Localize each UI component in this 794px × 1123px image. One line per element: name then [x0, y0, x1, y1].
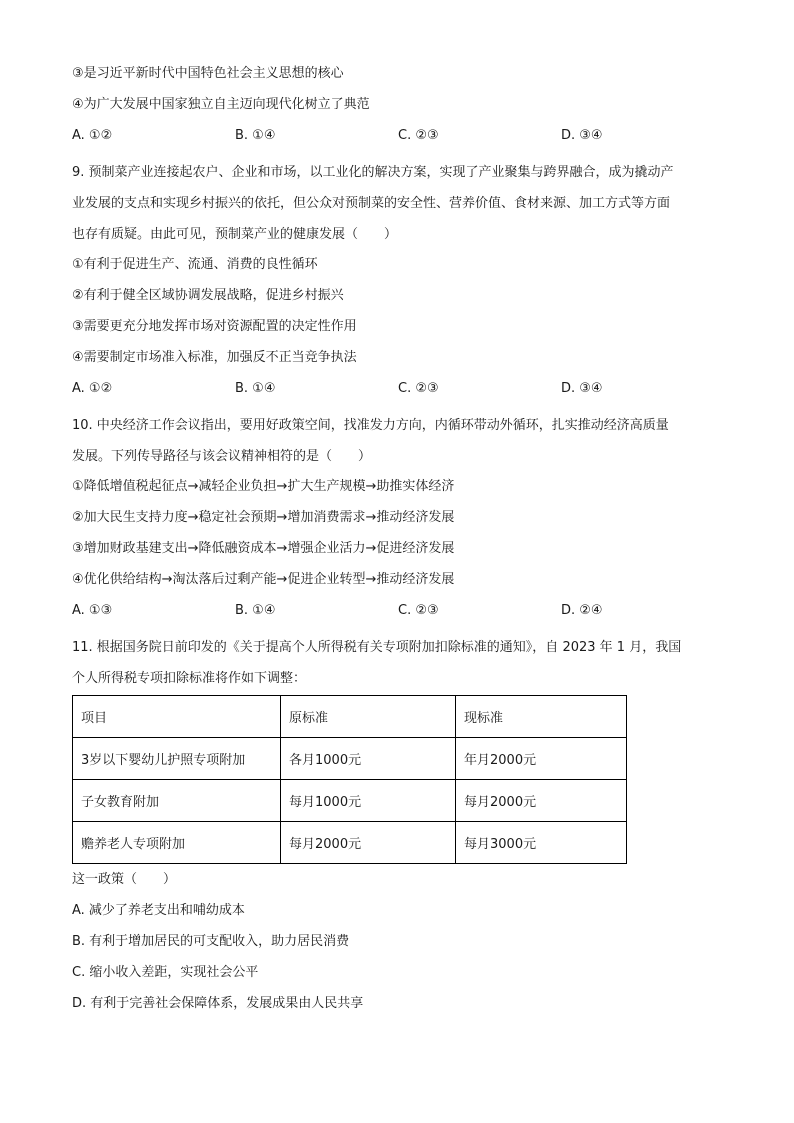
q9-option-c: C. ②③ — [398, 381, 439, 396]
q9-options — [72, 379, 794, 399]
deduction-standard-table — [72, 695, 627, 864]
q10-item-3: ③增加财政基建支出→降低融资成本→增强企业活力→促进经济发展 — [72, 541, 455, 556]
table-cell: 赡养老人专项附加 — [73, 822, 281, 864]
table-header-cell: 原标准 — [281, 696, 456, 738]
q10-stem — [72, 410, 722, 472]
table-cell: 年月2000元 — [456, 738, 627, 780]
q9-stem-line-2: 业发展的支点和实现乡村振兴的依托，但公众对预制菜的安全性、营养价值、食材来源、加工方式等方面 — [72, 196, 671, 211]
q9-item-3: ③需要更充分地发挥市场对资源配置的决定性作用 — [72, 319, 357, 334]
q9-item-2: ②有利于健全区域协调发展战略，促进乡村振兴 — [72, 288, 344, 303]
q9-stem — [72, 157, 722, 250]
table-row — [73, 738, 627, 780]
table-cell: 3岁以下婴幼儿护照专项附加 — [73, 738, 281, 780]
q9-stem-line-1: 9. 预制菜产业连接起农户、企业和市场，以工业化的解决方案，实现了产业聚集与跨界融合，成为撬动产 — [72, 165, 674, 180]
q10-stem-line-1: 10. 中央经济工作会议指出，要用好政策空间，找准发力方向，内循环带动外循环，扎实推动经济高质量 — [72, 418, 669, 433]
table-cell: 每月2000元 — [281, 822, 456, 864]
q8-option-d: D. ③④ — [561, 128, 603, 143]
q8-options — [72, 126, 794, 146]
q11-option-b: B. 有利于增加居民的可支配收入，助力居民消费 — [72, 934, 350, 949]
q8-item-3: ③是习近平新时代中国特色社会主义思想的核心 — [72, 66, 344, 81]
table-row — [73, 780, 627, 822]
table-header-cell: 项目 — [73, 696, 281, 738]
q10-option-c: C. ②③ — [398, 603, 439, 618]
q8-option-a: A. ①② — [72, 128, 113, 143]
q10-stem-line-2: 发展。下列传导路径与该会议精神相符的是（ ） — [72, 449, 372, 464]
table-cell: 子女教育附加 — [73, 780, 281, 822]
q10-option-a: A. ①③ — [72, 603, 113, 618]
q10-item-4: ④优化供给结构→淘汰落后过剩产能→促进企业转型→推动经济发展 — [72, 572, 455, 587]
table-row — [73, 822, 627, 864]
q11-stem-line-2: 个人所得税专项扣除标准将作如下调整： — [72, 671, 307, 686]
q11-option-c: C. 缩小收入差距，实现社会公平 — [72, 965, 259, 980]
q9-stem-line-3: 也存有质疑。由此可见，预制菜产业的健康发展（ ） — [72, 227, 398, 242]
q10-option-b: B. ①④ — [235, 603, 276, 618]
table-cell: 每月2000元 — [456, 780, 627, 822]
q8-option-b: B. ①④ — [235, 128, 276, 143]
q11-option-a: A. 减少了养老支出和哺幼成本 — [72, 903, 245, 918]
table-header-cell: 现标准 — [456, 696, 627, 738]
q10-option-d: D. ②④ — [561, 603, 603, 618]
q11-stem — [72, 632, 722, 694]
q8-item-4: ④为广大发展中国家独立自主迈向现代化树立了典范 — [72, 97, 370, 112]
q9-item-4: ④需要制定市场准入标准，加强反不正当竞争执法 — [72, 350, 357, 365]
q9-option-d: D. ③④ — [561, 381, 603, 396]
table-cell: 各月1000元 — [281, 738, 456, 780]
q9-item-1: ①有利于促进生产、流通、消费的良性循环 — [72, 257, 318, 272]
q10-options — [72, 601, 794, 621]
q11-option-d: D. 有利于完善社会保障体系，发展成果由人民共享 — [72, 996, 364, 1011]
q10-item-1: ①降低增值税起征点→减轻企业负担→扩大生产规模→助推实体经济 — [72, 479, 455, 494]
table-header-row — [73, 696, 627, 738]
q9-option-b: B. ①④ — [235, 381, 276, 396]
q10-item-2: ②加大民生支持力度→稳定社会预期→增加消费需求→推动经济发展 — [72, 510, 455, 525]
table-cell: 每月1000元 — [281, 780, 456, 822]
q11-stem-line-1: 11. 根据国务院日前印发的《关于提高个人所得税有关专项附加扣除标准的通知》，自 2023 年 1 月，我国 — [72, 640, 682, 655]
q8-option-c: C. ②③ — [398, 128, 439, 143]
q11-tail: 这一政策（ ） — [72, 872, 177, 887]
table-cell: 每月3000元 — [456, 822, 627, 864]
q9-option-a: A. ①② — [72, 381, 113, 396]
